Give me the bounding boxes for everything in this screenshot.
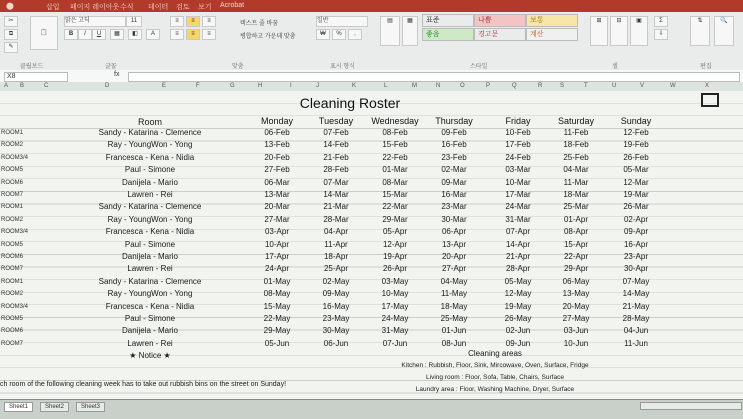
room-members: Sandy - Katarina - Clemence — [98, 202, 202, 212]
column-header-k[interactable]: K — [352, 83, 357, 89]
tab-sheet1[interactable]: Sheet1 — [4, 402, 33, 412]
date-cell[interactable]: 25-Mar — [563, 202, 589, 212]
fill-color-icon[interactable]: ◧ — [128, 29, 142, 40]
column-header-d[interactable]: D — [105, 83, 110, 89]
room-members: Lawren - Rei — [127, 338, 173, 348]
date-cell[interactable]: 19-Mar — [623, 190, 649, 199]
date-cell[interactable]: 23-Mar — [441, 202, 467, 212]
date-cell[interactable]: 24-Apr — [264, 264, 289, 274]
date-cell[interactable]: 11-May — [440, 289, 468, 299]
room-label: ROOM5 — [1, 241, 24, 248]
date-cell[interactable]: 09-Mar — [441, 177, 467, 187]
date-cell[interactable]: 19-May — [504, 301, 532, 311]
room-label: ROOM6 — [1, 179, 24, 186]
date-cell[interactable]: 20-Apr — [441, 252, 466, 261]
date-cell[interactable]: 27-May — [562, 314, 590, 323]
date-cell[interactable]: 28-Feb — [323, 165, 349, 175]
group-clipboard: 클립보드 — [20, 64, 44, 70]
room-label: ROOM2 — [1, 216, 24, 223]
room-members: Sandy - Katarina - Clemence — [98, 276, 202, 286]
day-header-saturday: Saturday — [557, 116, 595, 126]
date-cell[interactable]: 06-Apr — [441, 227, 466, 237]
group-editing: 편집 — [700, 64, 712, 70]
date-cell[interactable]: 15-Feb — [382, 140, 408, 150]
font-name-select[interactable]: 맑은 고딕 — [64, 16, 126, 27]
date-cell[interactable]: 05-Jun — [264, 338, 290, 348]
date-cell[interactable]: 16-Feb — [441, 140, 467, 150]
style-bad[interactable]: 나쁨 — [474, 14, 526, 27]
date-cell[interactable]: 15-Mar — [382, 190, 408, 199]
zoom-slider[interactable] — [640, 402, 742, 410]
align-right-icon[interactable]: ≡ — [202, 29, 216, 40]
date-cell[interactable]: 11-Feb — [563, 128, 589, 137]
menu-page-layout[interactable]: 페이지 레이아웃 — [70, 4, 120, 11]
format-table-button[interactable]: ▦ — [402, 16, 418, 46]
room-members: Danijela - Mario — [121, 177, 179, 187]
number-format-select[interactable]: 일반 — [316, 16, 368, 27]
column-header-r[interactable]: R — [538, 83, 543, 89]
column-header-e[interactable]: E — [162, 83, 167, 89]
date-cell[interactable]: 19-Apr — [382, 252, 407, 261]
room-label: ROOM7 — [1, 340, 24, 347]
day-header-tuesday: Tuesday — [318, 116, 354, 126]
date-cell[interactable]: 24-Feb — [505, 152, 531, 162]
date-cell[interactable]: 18-Mar — [563, 190, 589, 199]
date-cell[interactable]: 14-Feb — [323, 140, 349, 150]
date-cell[interactable]: 25-Apr — [323, 264, 348, 274]
italic-icon[interactable]: I — [78, 29, 92, 40]
menu-acrobat[interactable]: Acrobat — [220, 2, 245, 9]
date-cell[interactable]: 12-Feb — [623, 128, 649, 137]
column-header-t[interactable]: T — [584, 83, 588, 89]
date-cell[interactable]: 23-May — [322, 314, 350, 323]
date-cell[interactable]: 17-Mar — [505, 190, 531, 199]
cleaning-areas-title: Cleaning areas — [468, 349, 522, 358]
sheet-title: Cleaning Roster — [299, 95, 401, 111]
insert-cells-button[interactable]: ⊞ — [590, 16, 608, 46]
date-cell[interactable]: 04-Jun — [623, 326, 649, 336]
date-cell[interactable]: 21-May — [622, 301, 650, 311]
date-cell[interactable]: 05-Mar — [623, 165, 649, 175]
style-warning[interactable]: 경고문 — [474, 28, 526, 41]
room-label: ROOM7 — [1, 192, 24, 198]
date-cell[interactable]: 26-Mar — [623, 202, 649, 212]
date-cell[interactable]: 21-Apr — [505, 252, 530, 261]
menu-file[interactable]: ⬤ — [6, 3, 14, 10]
column-header-q[interactable]: Q — [512, 83, 517, 89]
date-cell[interactable]: 09-Jun — [505, 338, 531, 348]
date-cell[interactable]: 02-Mar — [441, 165, 467, 175]
date-cell[interactable]: 11-Mar — [563, 177, 589, 187]
delete-cells-button[interactable]: ⊟ — [610, 16, 628, 46]
date-cell[interactable]: 08-Mar — [382, 177, 408, 187]
paste-button[interactable]: 📋 — [30, 16, 58, 50]
fill-icon[interactable]: ⇩ — [654, 29, 668, 40]
align-left-icon[interactable]: ≡ — [170, 29, 184, 40]
room-members: Lawren - Rei — [127, 190, 173, 199]
date-cell[interactable]: 09-Feb — [441, 128, 467, 137]
date-cell[interactable]: 12-Mar — [623, 177, 649, 187]
menu-view[interactable]: 보기 — [198, 4, 212, 11]
day-header-wednesday: Wednesday — [371, 116, 419, 126]
date-cell[interactable]: 10-Feb — [505, 128, 531, 137]
column-header-a[interactable]: A — [4, 83, 9, 89]
column-header-c[interactable]: C — [44, 83, 49, 89]
date-cell[interactable]: 12-May — [504, 289, 532, 299]
date-cell[interactable]: 14-Mar — [323, 190, 349, 199]
room-members: Danijela - Mario — [121, 252, 179, 261]
date-cell[interactable]: 01-Jun — [441, 326, 467, 336]
date-cell[interactable]: 13-Feb — [264, 140, 290, 150]
date-cell[interactable]: 23-Apr — [623, 252, 648, 261]
date-cell[interactable]: 12-Apr — [382, 239, 407, 249]
column-header-h[interactable]: H — [258, 83, 263, 89]
date-cell[interactable]: 02-Apr — [623, 214, 648, 224]
date-cell[interactable]: 16-Apr — [623, 239, 648, 249]
column-header-u[interactable]: U — [612, 83, 617, 89]
date-cell[interactable]: 28-May — [622, 314, 650, 323]
date-cell[interactable]: 22-Feb — [382, 152, 408, 162]
column-header-m[interactable]: M — [412, 83, 417, 89]
column-header-g[interactable]: G — [230, 83, 235, 89]
area-kitchen: Kitchen : Rubbish, Floor, Sink, Mircowave, Oven, Surface, Fridge — [401, 362, 589, 369]
room-members: Paul - Simone — [124, 165, 176, 175]
room-label: ROOM6 — [1, 328, 24, 335]
date-cell[interactable]: 07-May — [622, 276, 650, 286]
room-members: Danijela - Mario — [121, 326, 179, 336]
room-label: ROOM7 — [1, 266, 24, 273]
align-top-icon[interactable]: ≡ — [170, 16, 184, 27]
date-cell[interactable]: 13-May — [562, 289, 590, 299]
date-cell[interactable]: 06-Jun — [323, 338, 349, 348]
style-calc[interactable]: 계산 — [526, 28, 578, 41]
room-label: ROOM6 — [1, 254, 24, 260]
borders-icon[interactable]: ▦ — [110, 29, 124, 40]
date-cell[interactable]: 04-Mar — [563, 165, 589, 175]
date-cell[interactable]: 07-Apr — [505, 227, 530, 237]
date-cell[interactable]: 20-Feb — [264, 152, 290, 162]
date-cell[interactable]: 07-Feb — [323, 128, 349, 137]
formula-input[interactable] — [128, 72, 740, 82]
title-bar — [0, 0, 743, 12]
room-members: Lawren - Rei — [127, 264, 173, 274]
date-cell[interactable]: 09-May — [322, 289, 350, 299]
format-painter-icon[interactable]: ✎ — [4, 42, 18, 53]
column-header-l[interactable]: L — [384, 83, 388, 89]
room-members: Francesca - Kena - Nidia — [105, 301, 195, 311]
date-cell[interactable]: 30-May — [322, 326, 350, 336]
date-cell[interactable]: 01-Mar — [382, 165, 408, 175]
group-font: 글꼴 — [105, 64, 117, 70]
date-cell[interactable]: 02-May — [322, 276, 350, 286]
group-alignment: 맞춤 — [232, 64, 244, 70]
tab-sheet2[interactable]: Sheet2 — [40, 402, 69, 412]
wrap-text-button[interactable]: 텍스트 줄 바꿈 — [240, 21, 279, 27]
date-cell[interactable]: 22-Apr — [563, 252, 588, 261]
room-label: ROOM3/4 — [1, 229, 29, 236]
column-header-j[interactable]: J — [316, 83, 319, 89]
date-cell[interactable]: 10-Mar — [505, 177, 531, 187]
date-cell[interactable]: 09-Apr — [623, 227, 648, 237]
date-cell[interactable]: 21-Mar — [323, 202, 349, 212]
date-cell[interactable]: 06-May — [562, 276, 590, 286]
style-good[interactable]: 좋음 — [422, 28, 474, 41]
date-cell[interactable]: 30-Mar — [441, 214, 467, 224]
room-members: Francesca - Kena - Nidia — [105, 152, 195, 162]
font-color-icon[interactable]: A — [146, 29, 160, 40]
tab-sheet3[interactable]: Sheet3 — [76, 402, 105, 412]
date-cell[interactable]: 05-Apr — [382, 227, 407, 237]
date-cell[interactable]: 11-Jun — [624, 338, 648, 348]
date-cell[interactable]: 22-May — [263, 314, 291, 323]
align-bottom-icon[interactable]: ≡ — [202, 16, 216, 27]
column-header-s[interactable]: S — [560, 83, 565, 89]
font-size-select[interactable]: 11 — [126, 16, 142, 27]
date-cell[interactable]: 27-Feb — [264, 165, 290, 175]
date-cell[interactable]: 17-Apr — [264, 252, 289, 261]
room-members: Francesca - Kena - Nidia — [105, 227, 195, 237]
day-header-thursday: Thursday — [435, 116, 473, 126]
name-box[interactable]: X8 — [4, 72, 68, 82]
notice-text: ch room of the following cleaning week has to take out rubbish bins on the street on Sunday! — [0, 381, 287, 388]
room-members: Paul - Simone — [124, 314, 176, 323]
date-cell[interactable]: 17-Feb — [505, 140, 531, 150]
room-label: ROOM2 — [1, 142, 24, 149]
sort-filter-button[interactable]: ⇅ — [690, 16, 710, 46]
date-cell[interactable]: 01-Apr — [563, 214, 588, 224]
room-label: ROOM1 — [1, 204, 24, 211]
date-cell[interactable]: 26-May — [504, 314, 532, 323]
date-cell[interactable]: 18-Apr — [323, 252, 348, 261]
date-cell[interactable]: 03-May — [381, 276, 409, 286]
column-header-b[interactable]: B — [20, 83, 25, 89]
date-cell[interactable]: 21-Feb — [323, 152, 349, 162]
sheet-tabs — [0, 399, 743, 419]
date-cell[interactable]: 15-Apr — [563, 239, 588, 249]
autosum-icon[interactable]: Σ — [654, 16, 668, 27]
date-cell[interactable]: 17-May — [381, 301, 409, 311]
align-center-icon[interactable]: ≡ — [186, 29, 200, 40]
date-cell[interactable]: 18-May — [440, 301, 468, 311]
underline-icon[interactable]: U — [92, 29, 106, 40]
date-cell[interactable]: 06-Mar — [264, 177, 290, 187]
date-cell[interactable]: 01-May — [263, 276, 291, 286]
selected-cell[interactable] — [701, 93, 719, 107]
find-select-button[interactable]: 🔍 — [714, 16, 734, 46]
merge-center-button[interactable]: 병합하고 가운데 맞춤 — [240, 34, 296, 40]
style-normal[interactable]: 표준 — [422, 14, 474, 27]
comma-icon[interactable]: , — [348, 29, 362, 40]
date-cell[interactable]: 31-May — [381, 326, 409, 336]
date-cell[interactable]: 26-Apr — [382, 264, 407, 274]
group-styles: 스타일 — [470, 64, 488, 70]
date-cell[interactable]: 15-May — [263, 301, 291, 311]
date-cell[interactable]: 05-May — [504, 276, 532, 286]
day-header-sunday: Sunday — [620, 116, 652, 126]
copy-icon[interactable]: ⧉ — [4, 29, 18, 40]
date-cell[interactable]: 08-May — [263, 289, 291, 299]
date-cell[interactable]: 02-Jun — [505, 326, 531, 336]
date-cell[interactable]: 14-Apr — [505, 239, 530, 249]
date-cell[interactable]: 04-Apr — [323, 227, 348, 237]
date-cell[interactable]: 16-Mar — [441, 190, 467, 199]
date-cell[interactable]: 25-Feb — [563, 152, 589, 162]
date-cell[interactable]: 14-May — [622, 289, 650, 299]
format-cells-button[interactable]: ▣ — [630, 16, 648, 46]
date-cell[interactable]: 13-Apr — [441, 239, 466, 249]
date-cell[interactable]: 04-May — [440, 276, 468, 286]
room-label: ROOM5 — [1, 167, 24, 174]
column-header-o[interactable]: O — [460, 83, 465, 89]
room-members: Ray - YoungWon - Yong — [107, 289, 193, 299]
date-cell[interactable]: 20-May — [562, 301, 590, 311]
column-header-i[interactable]: I — [290, 83, 292, 89]
date-cell[interactable]: 06-Feb — [264, 128, 290, 137]
date-cell[interactable]: 25-May — [440, 314, 468, 323]
notice-label: ★ Notice ★ — [129, 351, 171, 360]
date-cell[interactable]: 07-Jun — [382, 338, 408, 348]
spreadsheet-grid[interactable] — [0, 91, 743, 399]
date-cell[interactable]: 27-Apr — [441, 264, 466, 274]
room-label: ROOM1 — [1, 130, 24, 136]
style-neutral[interactable]: 보통 — [526, 14, 578, 27]
date-cell[interactable]: 27-Mar — [264, 214, 290, 224]
room-label: ROOM3/4 — [1, 154, 29, 161]
date-cell[interactable]: 29-Mar — [382, 214, 408, 224]
currency-icon[interactable]: ₩ — [316, 29, 330, 40]
date-cell[interactable]: 08-Apr — [563, 227, 588, 237]
date-cell[interactable]: 03-Jun — [563, 326, 589, 336]
date-cell[interactable]: 23-Feb — [441, 152, 467, 162]
date-cell[interactable]: 28-Apr — [505, 264, 530, 274]
menu-review[interactable]: 검토 — [176, 4, 190, 11]
date-cell[interactable]: 24-May — [381, 314, 409, 323]
bold-icon[interactable]: B — [64, 29, 78, 40]
date-cell[interactable]: 03-Apr — [264, 227, 289, 237]
percent-icon[interactable]: % — [332, 29, 346, 40]
date-cell[interactable]: 03-Mar — [505, 165, 531, 175]
date-cell[interactable]: 19-Feb — [623, 140, 649, 150]
day-header-monday: Monday — [260, 116, 294, 126]
menu-data[interactable]: 데이터 — [148, 4, 169, 11]
date-cell[interactable]: 08-Feb — [382, 128, 408, 137]
date-cell[interactable]: 28-Mar — [323, 214, 349, 224]
room-header: Room — [137, 117, 162, 127]
date-cell[interactable]: 30-Apr — [623, 264, 648, 274]
date-cell[interactable]: 11-Apr — [324, 239, 348, 249]
date-cell[interactable]: 07-Mar — [323, 177, 349, 187]
column-header-f[interactable]: F — [196, 83, 200, 89]
date-cell[interactable]: 13-Mar — [264, 190, 290, 199]
room-members: Sandy - Katarina - Clemence — [98, 128, 202, 137]
menu-insert[interactable]: 삽입 — [46, 4, 60, 11]
room-label: ROOM2 — [1, 291, 24, 298]
room-members: Ray - YoungWon - Yong — [107, 140, 193, 150]
date-cell[interactable]: 20-Mar — [264, 202, 290, 212]
date-cell[interactable]: 10-Jun — [563, 338, 589, 348]
group-number: 표시 형식 — [330, 64, 355, 70]
room-label: ROOM3/4 — [1, 303, 29, 310]
room-members: Paul - Simone — [124, 239, 176, 249]
conditional-format-button[interactable]: ▤ — [380, 16, 400, 46]
area-living-room: Living room : Floor, Sofa, Table, Chairs, Surface — [426, 374, 564, 381]
date-cell[interactable]: 18-Feb — [563, 140, 589, 150]
date-cell[interactable]: 29-May — [263, 326, 291, 336]
date-cell[interactable]: 10-May — [381, 289, 409, 299]
day-header-friday: Friday — [505, 116, 531, 126]
date-cell[interactable]: 16-May — [322, 301, 350, 311]
date-cell[interactable]: 22-Mar — [382, 202, 408, 212]
date-cell[interactable]: 31-Mar — [505, 214, 531, 224]
date-cell[interactable]: 29-Apr — [563, 264, 588, 274]
room-label: ROOM1 — [1, 278, 24, 285]
room-members: Ray - YoungWon - Yong — [107, 214, 193, 224]
date-cell[interactable]: 08-Jun — [441, 338, 467, 348]
menu-formulas[interactable]: 수식 — [120, 4, 134, 11]
ribbon — [0, 12, 743, 71]
column-header-x[interactable]: X — [705, 83, 710, 89]
room-label: ROOM5 — [1, 316, 24, 322]
area-laundry: Laundry area : Floor, Washing Machine, Dryer, Surface — [415, 386, 575, 393]
column-header-n[interactable]: N — [436, 83, 441, 89]
column-header-p[interactable]: P — [486, 83, 491, 89]
date-cell[interactable]: 26-Feb — [623, 152, 649, 162]
group-cells: 셀 — [612, 64, 618, 70]
date-cell[interactable]: 24-Mar — [505, 202, 531, 212]
column-header-w[interactable]: W — [670, 83, 676, 89]
cut-icon[interactable]: ✂ — [4, 16, 18, 27]
align-middle-icon[interactable]: ≡ — [186, 16, 200, 27]
column-header-v[interactable]: V — [640, 83, 645, 89]
function-icon[interactable]: fx — [114, 71, 120, 78]
date-cell[interactable]: 10-Apr — [264, 239, 289, 249]
